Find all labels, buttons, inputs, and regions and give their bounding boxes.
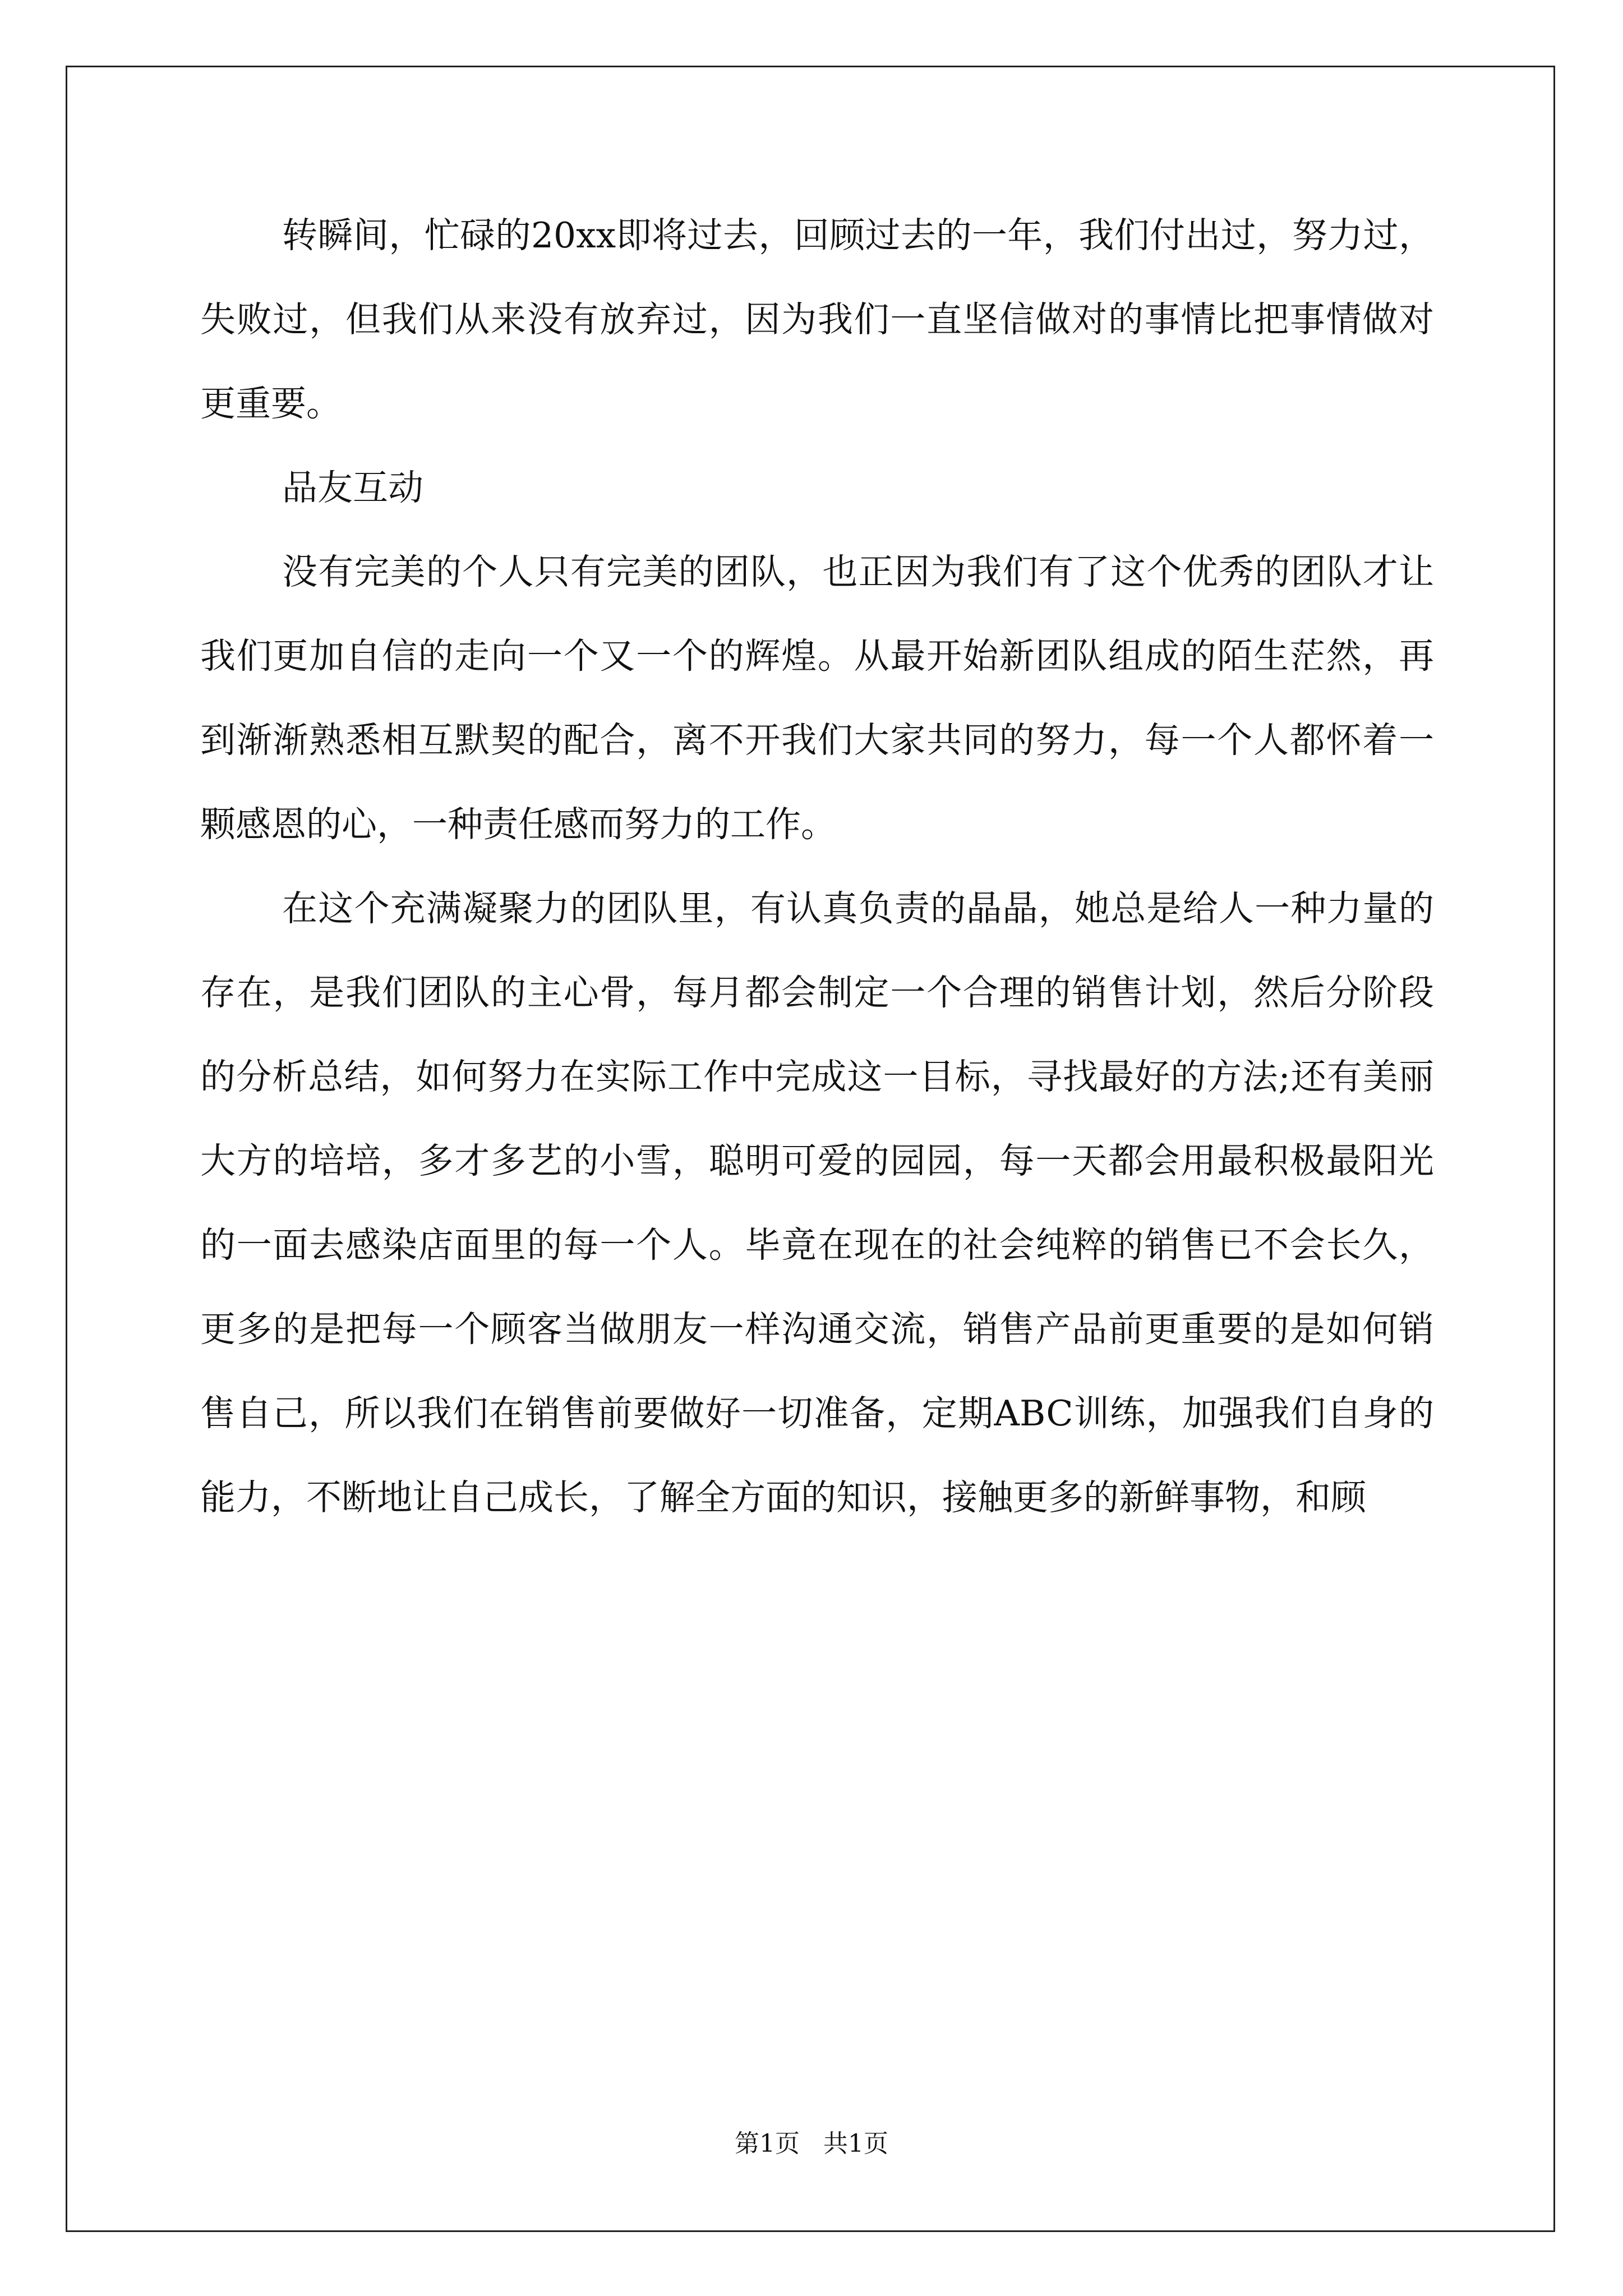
paragraph-heading: 品友互动 bbox=[282, 467, 423, 508]
paragraph-2: 没有完美的个人只有完美的团队，也正因为我们有了这个优秀的团队才让我们更加自信的走向一个又一个的辉煌。从最开始新团队组成的陌生茫然，再到渐渐熟悉相互默契的配合，离不开我们大家共同的努力，每一个人都怀着一颗感恩的心，一种责任感而努力的工作。 bbox=[200, 551, 1434, 845]
paragraph-3: 在这个充满凝聚力的团队里，有认真负责的晶晶，她总是给人一种力量的存在，是我们团队的主心骨，每月都会制定一个合理的销售计划，然后分阶段的分析总结，如何努力在实际工作中完成这一目标，寻找最好的方法;还有美丽大方的培培，多才多艺的小雪，聪明可爱的园园，每一天都会用最积极最阳光的一面去感染店面里的每一个人。毕竟在现在的社会纯粹的销售已不会长久，更多的是把每一个顾客当做朋友一样沟通交流，销售产品前更重要的是如何销售自己，所以我们在销售前要做好一切准备，定期ABC训练，加强我们自身的能力，不断地让自己成长，了解全方面的知识，接触更多的新鲜事物，和顾 bbox=[200, 888, 1434, 1518]
document-body bbox=[200, 194, 1434, 1540]
page-number-footer: 第1页 共1页 bbox=[735, 2129, 888, 2158]
paragraph-1: 转瞬间，忙碌的20xx即将过去，回顾过去的一年，我们付出过，努力过，失败过，但我们从来没有放弃过，因为我们一直坚信做对的事情比把事情做对更重要。 bbox=[200, 215, 1434, 424]
